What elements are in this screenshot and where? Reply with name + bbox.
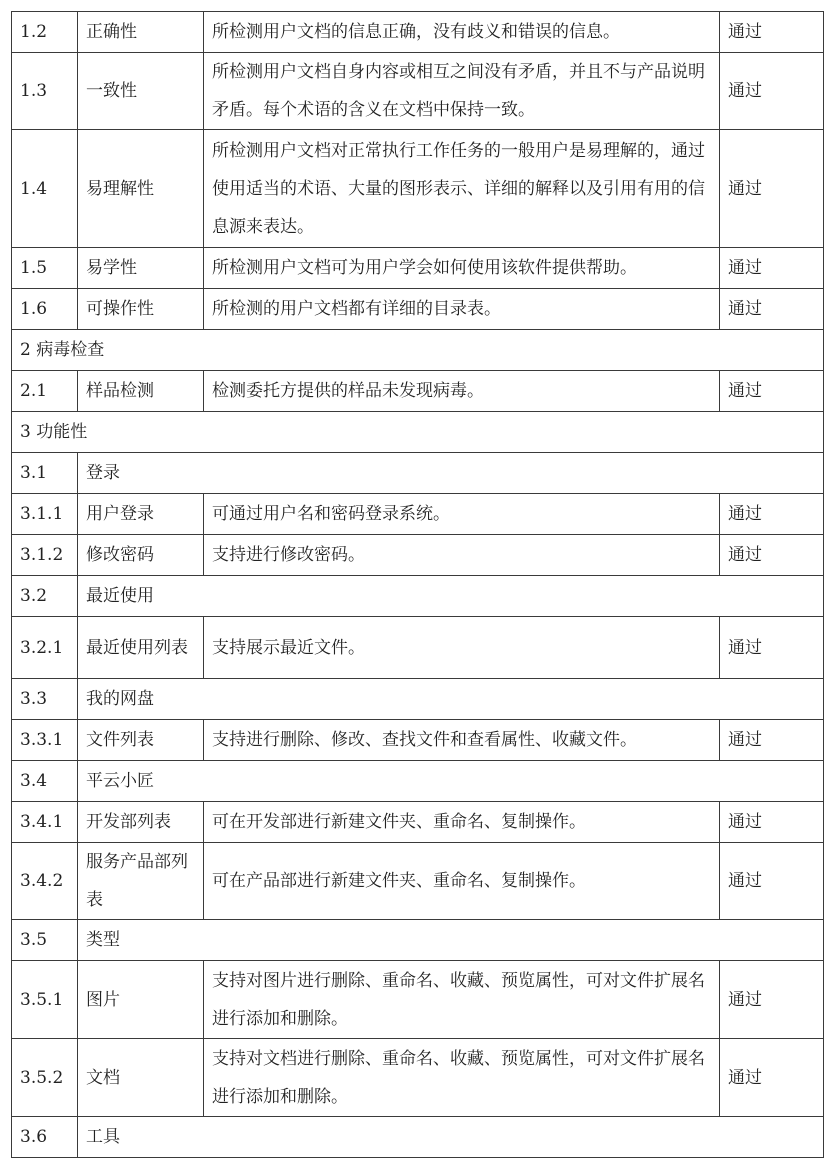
item-description: 可在开发部进行新建文件夹、重命名、复制操作。 [204, 802, 720, 843]
table-body [12, 12, 824, 1158]
item-number: 3.3.1 [12, 720, 78, 761]
group-name: 登录 [78, 453, 824, 494]
item-description: 所检测用户文档对正常执行工作任务的一般用户是易理解的，通过使用适当的术语、大量的图形表示、详细的解释以及引用有用的信息源来表达。 [204, 130, 720, 248]
group-name: 平云小匠 [78, 761, 824, 802]
item-description: 所检测用户文档自身内容或相互之间没有矛盾，并且不与产品说明矛盾。每个术语的含义在文档中保持一致。 [204, 53, 720, 130]
section-title: 3 功能性 [12, 412, 824, 453]
item-result: 通过 [720, 961, 824, 1039]
table-row [12, 371, 824, 412]
item-result: 通过 [720, 53, 824, 130]
table-row [12, 494, 824, 535]
item-result: 通过 [720, 371, 824, 412]
item-name: 一致性 [78, 53, 204, 130]
item-name: 修改密码 [78, 535, 204, 576]
group-row [12, 1117, 824, 1158]
group-name: 我的网盘 [78, 679, 824, 720]
item-description: 支持对图片进行删除、重命名、收藏、预览属性，可对文件扩展名进行添加和删除。 [204, 961, 720, 1039]
section-row [12, 330, 824, 371]
item-result: 通过 [720, 802, 824, 843]
table-row [12, 53, 824, 130]
item-name: 文档 [78, 1039, 204, 1117]
item-description: 支持进行修改密码。 [204, 535, 720, 576]
item-name: 最近使用列表 [78, 617, 204, 679]
item-description: 检测委托方提供的样品未发现病毒。 [204, 371, 720, 412]
item-name: 服务产品部列表 [78, 843, 204, 920]
item-number: 3.2.1 [12, 617, 78, 679]
item-name: 用户登录 [78, 494, 204, 535]
table-row [12, 961, 824, 1039]
item-number: 2.1 [12, 371, 78, 412]
item-number: 3.1.2 [12, 535, 78, 576]
group-name: 最近使用 [78, 576, 824, 617]
group-name: 类型 [78, 920, 824, 961]
item-result: 通过 [720, 494, 824, 535]
item-number: 1.5 [12, 248, 78, 289]
item-result: 通过 [720, 535, 824, 576]
group-row [12, 761, 824, 802]
item-number: 3.5 [12, 920, 78, 961]
item-number: 3.4.1 [12, 802, 78, 843]
item-description: 可在产品部进行新建文件夹、重命名、复制操作。 [204, 843, 720, 920]
section-title: 2 病毒检查 [12, 330, 824, 371]
item-number: 3.4.2 [12, 843, 78, 920]
item-result: 通过 [720, 12, 824, 53]
group-row [12, 920, 824, 961]
item-name: 易学性 [78, 248, 204, 289]
item-result: 通过 [720, 1039, 824, 1117]
item-name: 开发部列表 [78, 802, 204, 843]
item-number: 3.1.1 [12, 494, 78, 535]
item-number: 3.4 [12, 761, 78, 802]
item-number: 3.5.2 [12, 1039, 78, 1117]
group-row [12, 576, 824, 617]
table-row [12, 12, 824, 53]
item-number: 1.6 [12, 289, 78, 330]
item-number: 1.3 [12, 53, 78, 130]
table-row [12, 617, 824, 679]
item-name: 易理解性 [78, 130, 204, 248]
item-number: 3.5.1 [12, 961, 78, 1039]
item-number: 1.2 [12, 12, 78, 53]
item-result: 通过 [720, 720, 824, 761]
item-number: 3.2 [12, 576, 78, 617]
item-description: 支持进行删除、修改、查找文件和查看属性、收藏文件。 [204, 720, 720, 761]
item-result: 通过 [720, 248, 824, 289]
item-number: 3.3 [12, 679, 78, 720]
item-name: 正确性 [78, 12, 204, 53]
item-result: 通过 [720, 289, 824, 330]
table-row [12, 1039, 824, 1117]
item-name: 可操作性 [78, 289, 204, 330]
item-description: 所检测的用户文档都有详细的目录表。 [204, 289, 720, 330]
section-row [12, 412, 824, 453]
test-results-table [11, 11, 824, 1158]
table-row [12, 248, 824, 289]
item-result: 通过 [720, 843, 824, 920]
item-name: 文件列表 [78, 720, 204, 761]
group-row [12, 679, 824, 720]
item-result: 通过 [720, 130, 824, 248]
item-number: 1.4 [12, 130, 78, 248]
table-row [12, 535, 824, 576]
table-row [12, 130, 824, 248]
item-result: 通过 [720, 617, 824, 679]
item-description: 所检测用户文档可为用户学会如何使用该软件提供帮助。 [204, 248, 720, 289]
group-row [12, 453, 824, 494]
item-number: 3.1 [12, 453, 78, 494]
item-number: 3.6 [12, 1117, 78, 1158]
table-row [12, 289, 824, 330]
table-row [12, 843, 824, 920]
group-name: 工具 [78, 1117, 824, 1158]
table-row [12, 802, 824, 843]
item-name: 样品检测 [78, 371, 204, 412]
item-description: 可通过用户名和密码登录系统。 [204, 494, 720, 535]
table-row [12, 720, 824, 761]
item-description: 所检测用户文档的信息正确，没有歧义和错误的信息。 [204, 12, 720, 53]
item-description: 支持对文档进行删除、重命名、收藏、预览属性，可对文件扩展名进行添加和删除。 [204, 1039, 720, 1117]
item-name: 图片 [78, 961, 204, 1039]
item-description: 支持展示最近文件。 [204, 617, 720, 679]
